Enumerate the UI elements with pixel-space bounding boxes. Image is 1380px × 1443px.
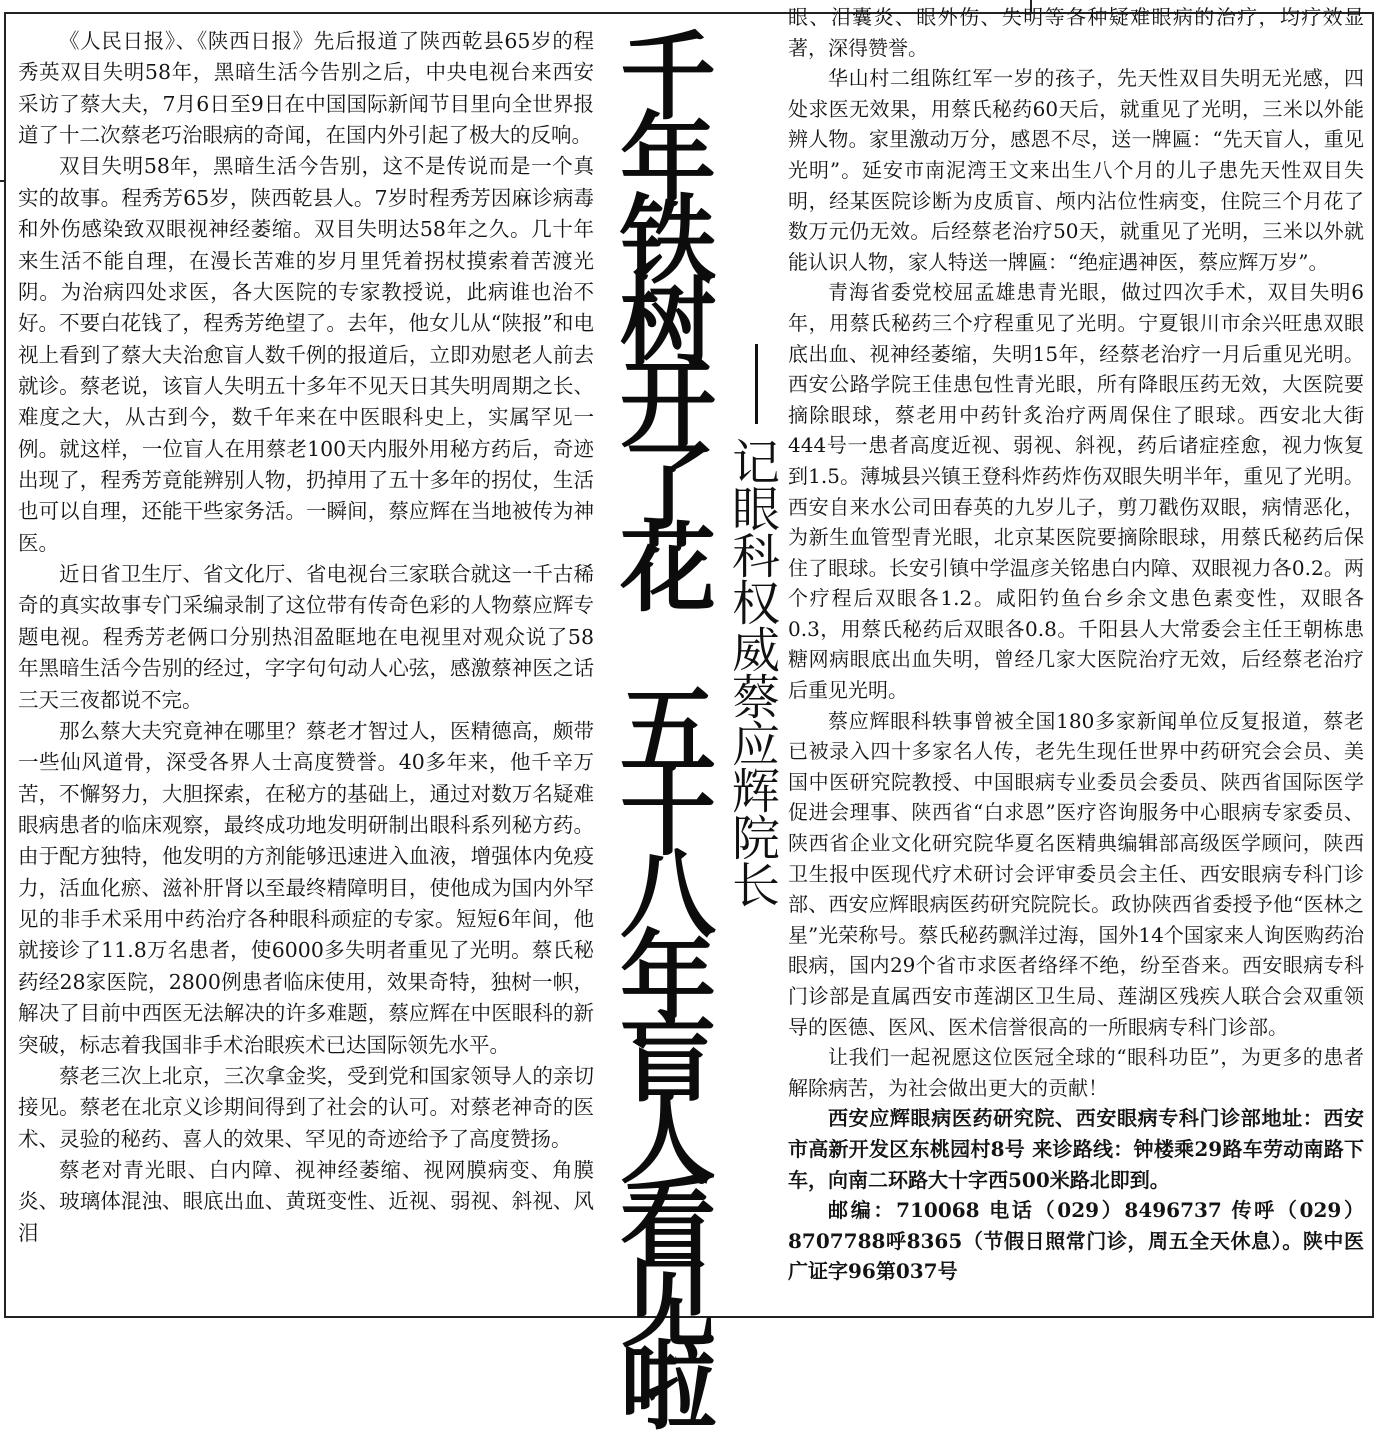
right-continuation: 眼、泪囊炎、眼外伤、失明等各种疑难眼病的治疗，均疗效显著，深得赞誉。 [788, 5, 1364, 60]
subtitle-char: 应 [731, 717, 780, 773]
headline-char: 见 [620, 1249, 716, 1361]
headline-char: 十 [620, 757, 716, 869]
headline-char: 五 [620, 675, 716, 787]
subtitle-dash-rule [755, 344, 758, 424]
headline-char: 盲 [620, 1003, 716, 1115]
headline-main [616, 21, 720, 1443]
subtitle-char: 长 [731, 858, 780, 914]
headline-char: 千 [620, 21, 716, 133]
headline-char: 人 [620, 1085, 716, 1197]
headline-char: 开 [620, 349, 716, 461]
headline-char: 了 [620, 431, 716, 543]
right-paragraph-1: 华山村二组陈红军一岁的孩子，先天性双目失明无光感，四处求医无效果，用蔡氏秘药60天后，就重见了光明，三米以外能辨人物。家里激动万分，感恩不尽，送一牌匾：“先天盲人，重见光明”。延安市南泥湾王文来出生八个月的儿子患先天性双目失明，经某医院诊断为皮质盲、颅内沾位性病变，住院三个月花了数万元仍无效。后经蔡老治疗50天，就重见了光明，三米以外就能认识人物，家人特送一牌匾：“绝症遇神医，蔡应辉万岁”。 [788, 66, 1364, 274]
headline-char: 看 [620, 1167, 716, 1279]
right-paragraph-3: 蔡应辉眼科轶事曾被全国180多家新闻单位反复报道，蔡老已被录入四十多家名人传，老先生现任世界中药研究会会员、美国中医研究院教授、中国眼病专业委员会委员、陕西省国际医学促进会理事、陕西省“白求恩”医疗咨询服务中心眼病专家委员、陕西省企业文化研究院华夏名医精典编辑部高级医学顾问，陕西卫生报中医现代疗术研讨会评审委员会主任、西安眼病专科门诊部、西安应辉眼病医药研究院院长。政协陕西省委授予他“医林之星”光荣称号。蔡氏秘药飘洋过海，国外14个国家来人询医购药治眼病，国内29个省市求医者络绎不绝，纷至沓来。西安眼病专科门诊部是直属西安市莲湖区卫生局、莲湖区残疾人联合会双重领导的医德、医风、医术信誉很高的一所眼病专科门诊部。 [788, 708, 1364, 1039]
subtitle-char: 蔡 [731, 670, 780, 726]
right-paragraph-4: 让我们一起祝愿这位医冠全球的“眼科功臣”，为更多的患者解除病苦，为社会做出更大的贡献！ [788, 1045, 1364, 1100]
subtitle-char: 院 [731, 811, 780, 867]
headline-char: 啦 [620, 1331, 716, 1443]
subtitle-char: 记 [731, 435, 780, 491]
left-paragraph-6: 蔡老对青光眼、白内障、视神经萎缩、视网膜病变、角膜炎、玻璃体混浊、眼底出血、黄斑变性、近视、弱视、斜视、风泪 [18, 1157, 594, 1245]
headline-char: 铁 [620, 185, 716, 297]
headline-char: 花 [620, 513, 716, 625]
left-paragraph-2: 双目失明58年，黑暗生活今告别，这不是传说而是一个真实的故事。程秀芳65岁，陕西乾县人。7岁时程秀芳因麻诊病毒和外伤感染致双眼视神经萎缩。双目失明达58年之久。几十年来生活不能自理，在漫长苦难的岁月里凭着拐杖摸索着苦渡光阴。为治病四处求医，各大医院的专家教授说，此病谁也治不好。不要白花钱了，程秀芳绝望了。去年，他女儿从“陕报”和电视上看到了蔡大夫治愈盲人数千例的报道后，立即劝慰老人前去就诊。蔡老说，该盲人失明五十多年不见天日其失明周期之长、难度之大，从古到今，数千年来在中医眼科史上，实属罕见一例。就这样，一位盲人在用蔡老100天内服外用秘方药后，奇迹出现了，程秀芳竟能辨别人物，扔掉用了五十多年的拐仗，生活也可以自理，还能干些家务活。一瞬间，蔡应辉在当地被传为神医。 [18, 154, 594, 555]
left-paragraph-4: 那么蔡大夫究竟神在哪里？蔡老才智过人，医精德高，颇带一些仙风道骨，深受各界人士高度赞誉。40多年来，他千辛万苦，不懈努力，大胆探索，在秘方的基础上，通过对数万名疑难眼病患者的临床观察，最终成功地发明研制出眼科系列秘方药。由于配方独特，他发明的方剂能够迅速进入血液，增强体内免疫力，活血化瘀、滋补肝肾以至最终精障明目，使他成为国内外罕见的非手术采用中药治疗各种眼科顽症的专家。短短6年间，他就接诊了11.8万名患者，使6000多失明者重见了光明。蔡氏秘药经28家医院，2800例患者临床使用，效果奇特，独树一帜，解决了目前中西医无法解决的许多难题，蔡应辉在中医眼科的新突破，标志着我国非手术治眼疾术已达国际领先水平。 [18, 718, 594, 1057]
right-article-column [788, 2, 1364, 1287]
subtitle-char: 威 [731, 623, 780, 679]
headline-char: 年 [620, 103, 716, 215]
subtitle-char: 辉 [731, 764, 780, 820]
left-paragraph-1: 《人民日报》、《陕西日报》先后报道了陕西乾县65岁的程秀英双目失明58年，黑暗生活今告别之后，中央电视台来西安采访了蔡大夫，7月6日至9日在中国国际新闻节目里向全世界报道了十二次蔡老巧治眼病的奇闻，在国内外引起了极大的反响。 [18, 29, 594, 148]
subtitle-vertical [726, 344, 786, 914]
right-paragraph-2: 青海省委党校屈孟雄患青光眼，做过四次手术，双目失明6年，用蔡氏秘药三个疗程重见了光明。宁夏银川市余兴旺患双眼底出血、视神经萎缩，失明15年，经蔡老治疗一月后重见光明。西安公路学院王佳患包性青光眼，所有降眼压药无效，大医院要摘除眼球，蔡老用中药针炙治疗两周保住了眼球。西安北大街444号一患者高度近视、弱视、斜视，药后诸症痊愈，视力恢复到1.5。薄城县兴镇王登科炸药炸伤双眼失明半年，重见了光明。西安自来水公司田春英的九岁儿子，剪刀戳伤双眼，病情恶化，为新生血管型青光眼，北京某医院要摘除眼球，用蔡氏秘药后保住了眼球。长安引镇中学温彦关铭患白内障、双眼视力各0.2。两个疗程后双眼各1.2。咸阳钓鱼台乡余文患色素变性，双眼各0.3，用蔡氏秘药后双眼各0.8。千阳县人大常委会主任王朝栋患糖网病眼底出血失明，曾经几家大医院治疗无效，后经蔡老治疗后重见光明。 [788, 280, 1364, 703]
subtitle-char: 科 [731, 529, 780, 585]
headline-char: 年 [620, 921, 716, 1033]
headline-char: 树 [620, 267, 716, 379]
clinic-address: 西安应辉眼病医药研究院、西安眼病专科门诊部地址：西安市高新开发区东桃园村8号 来诊路线：钟楼乘29路车劳动南路下车，向南二环路大十字西500米路北即到。 [788, 1106, 1364, 1192]
headline-char: 八 [620, 839, 716, 951]
clinic-contact: 邮编：710068 电话（029）8496737 传呼（029）8707788呼8365（节假日照常门诊，周五全天休息）。陕中医广证字96第037号 [788, 1198, 1364, 1284]
left-article-column [18, 26, 594, 1249]
left-paragraph-5: 蔡老三次上北京，三次拿金奖，受到党和国家领导人的亲切接见。蔡老在北京义诊期间得到了社会的认可。对蔡老神奇的医术、灵验的秘药、喜人的效果、罕见的奇迹给予了高度赞扬。 [18, 1063, 594, 1151]
subtitle-char: 眼 [731, 482, 780, 538]
subtitle-char: 权 [731, 576, 780, 632]
left-paragraph-3: 近日省卫生厅、省文化厅、省电视台三家联合就这一千古稀奇的真实故事专门采编录制了这位带有传奇色彩的人物蔡应辉专题电视。程秀芳老俩口分别热泪盈眶地在电视里对观众说了58年黑暗生活今告别的经过，字字句句动人心弦，感激蔡神医之话三天三夜都说不完。 [18, 562, 594, 712]
side-divider-tick [0, 180, 6, 182]
